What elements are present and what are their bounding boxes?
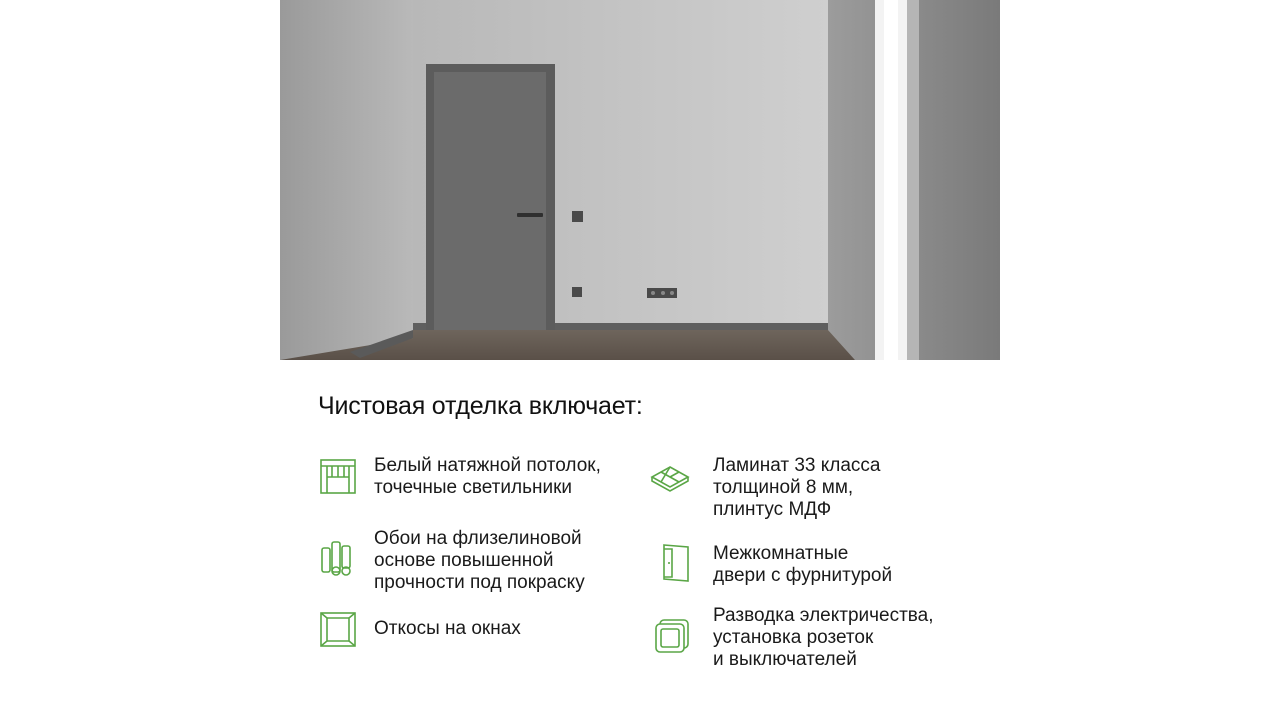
door-icon [650, 543, 690, 583]
feature-electrical [650, 605, 934, 671]
feature-text: Межкомнатные двери с фурнитурой [713, 543, 893, 586]
laminate-icon [650, 457, 690, 497]
page-title: Чистовая отделка включает: [318, 392, 643, 420]
socket-icon [650, 618, 690, 658]
feature-text: Обои на флизелиновой основе повышенной прочности под покраску [374, 528, 585, 593]
feature-laminate [650, 457, 881, 521]
feature-wallpaper [318, 528, 585, 594]
ceiling-icon [318, 457, 358, 497]
feature-window-slopes [318, 610, 521, 650]
window-slopes-icon [318, 610, 358, 650]
feature-text: Разводка электричества, установка розеток и выключателей [713, 605, 934, 670]
feature-text: Ламинат 33 класса толщиной 8 мм, плинтус МДФ [713, 455, 881, 520]
feature-ceiling [318, 457, 601, 499]
feature-door [650, 543, 892, 587]
feature-text: Откосы на окнах [374, 618, 521, 639]
wallpaper-rolls-icon [318, 538, 358, 578]
feature-text: Белый натяжной потолок, точечные светильники [374, 455, 601, 498]
room-photo [280, 0, 1000, 360]
